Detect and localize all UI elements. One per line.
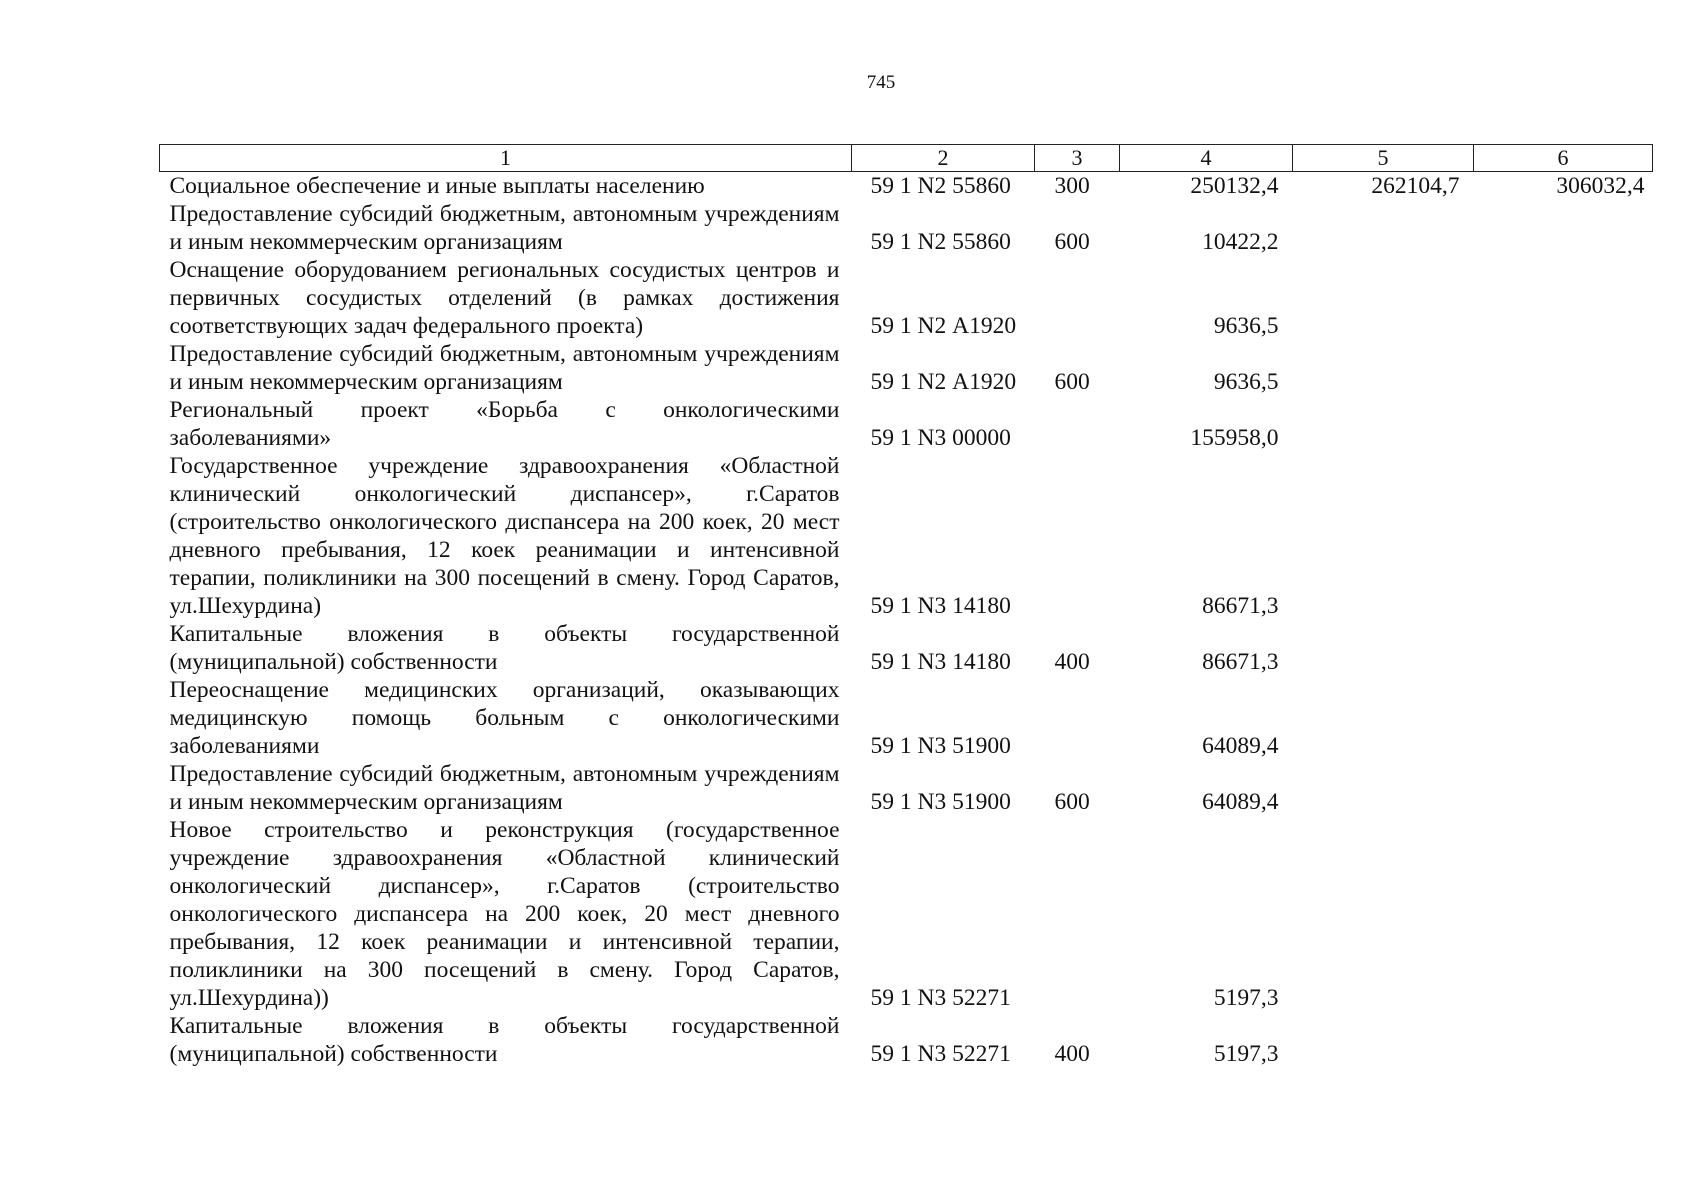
row-amount-col6 [1474,256,1653,340]
budget-table-container [159,144,1652,1068]
row-expense-type: 600 [1054,229,1090,255]
row-amount-col4: 5197,3 [1213,985,1279,1011]
table-row [160,172,1653,201]
row-amount-col4: 250132,4 [1190,173,1279,199]
row-code: 59 1 N2 А1920 [870,369,1017,395]
row-expense-type [1035,256,1120,340]
row-name: Новое строительство и реконструкция (государственное учреждение здравоохранения «Областной клинический онкологический диспансер», г.Саратов (строительство онкологического диспансера на 200 коек, 20 мест дневного пребывания, 12 коек реанимации и интенсивной терапии, поликлиники на 300 посещений в смену. Город Саратов, ул.Шехурдина)) [169,817,840,1011]
row-expense-type [1035,452,1120,620]
table-row [160,676,1653,760]
row-amount-col4: 9636,5 [1213,369,1279,395]
row-name: Предоставление субсидий бюджетным, автономным учреждениям и иным некоммерческим организациям [169,761,840,815]
table-row [160,760,1653,816]
row-expense-type: 600 [1054,789,1090,815]
table-row [160,452,1653,620]
row-expense-type: 400 [1054,649,1090,675]
row-amount-col5 [1293,256,1474,340]
table-body [160,172,1653,1069]
row-amount-col6 [1474,1012,1653,1068]
row-amount-col5 [1293,452,1474,620]
row-expense-type [1035,396,1120,452]
row-amount-col4: 64089,4 [1202,789,1279,815]
table-row [160,620,1653,676]
row-amount-col4: 5197,3 [1213,1041,1279,1067]
page-number: 745 [866,72,896,93]
row-code: 59 1 N2 55860 [870,173,1011,199]
row-amount-col6 [1474,676,1653,760]
table-header [160,145,1653,172]
table-row [160,396,1653,452]
header-row [160,145,1653,172]
row-code: 59 1 N2 А1920 [870,313,1017,339]
row-expense-type [1035,816,1120,1012]
row-amount-col4: 86671,3 [1202,593,1279,619]
row-amount-col6: 306032,4 [1556,173,1645,199]
row-amount-col6 [1474,452,1653,620]
row-expense-type: 600 [1054,369,1090,395]
row-amount-col5: 262104,7 [1371,173,1460,199]
row-amount-col5 [1293,816,1474,1012]
row-code: 59 1 N3 14180 [870,649,1011,675]
row-amount-col5 [1293,760,1474,816]
table-row [160,200,1653,256]
row-amount-col6 [1474,340,1653,396]
row-amount-col4: 10422,2 [1202,229,1279,255]
header-col-3: 3 [1035,145,1120,172]
row-code: 59 1 N3 52271 [870,985,1011,1011]
header-col-4: 4 [1120,145,1293,172]
row-expense-type: 300 [1054,173,1090,199]
table-row [160,1012,1653,1068]
row-amount-col6 [1474,396,1653,452]
budget-table [159,144,1653,1068]
row-name: Оснащение оборудованием региональных сосудистых центров и первичных сосудистых отделений (в рамках достижения соответствующих задач федерального проекта) [169,257,840,339]
header-col-6: 6 [1474,145,1653,172]
header-col-1: 1 [160,145,852,172]
row-code: 59 1 N3 51900 [870,789,1011,815]
row-amount-col6 [1474,760,1653,816]
row-name: Социальное обеспечение и иные выплаты населению [169,173,705,199]
row-amount-col6 [1474,200,1653,256]
header-col-5: 5 [1293,145,1474,172]
row-amount-col6 [1474,816,1653,1012]
row-amount-col5 [1293,396,1474,452]
row-name: Предоставление субсидий бюджетным, автономным учреждениям и иным некоммерческим организациям [169,201,840,255]
row-name: Государственное учреждение здравоохранения «Областной клинический онкологический диспансер», г.Саратов (строительство онкологического диспансера на 200 коек, 20 мест дневного пребывания, 12 коек реанимации и интенсивной терапии, поликлиники на 300 посещений в смену. Город Саратов, ул.Шехурдина) [169,453,840,619]
table-row [160,816,1653,1012]
row-name: Предоставление субсидий бюджетным, автономным учреждениям и иным некоммерческим организациям [169,341,840,395]
row-code: 59 1 N3 52271 [870,1041,1011,1067]
row-amount-col6 [1474,620,1653,676]
row-code: 59 1 N2 55860 [870,229,1011,255]
row-expense-type [1035,676,1120,760]
row-code: 59 1 N3 00000 [870,425,1011,451]
row-amount-col5 [1293,620,1474,676]
row-amount-col5 [1293,340,1474,396]
row-name: Капитальные вложения в объекты государственной (муниципальной) собственности [169,1013,840,1067]
row-amount-col4: 9636,5 [1213,313,1279,339]
row-amount-col5 [1293,1012,1474,1068]
row-amount-col4: 64089,4 [1202,733,1279,759]
row-name: Региональный проект «Борьба с онкологическими заболеваниями» [169,397,840,451]
row-amount-col5 [1293,676,1474,760]
table-row [160,256,1653,340]
row-amount-col4: 155958,0 [1190,425,1279,451]
row-amount-col4: 86671,3 [1202,649,1279,675]
row-name: Переоснащение медицинских организаций, оказывающих медицинскую помощь больным с онкологическими заболеваниями [169,677,840,759]
table-row [160,340,1653,396]
row-amount-col5 [1293,200,1474,256]
header-col-2: 2 [852,145,1035,172]
row-expense-type: 400 [1054,1041,1090,1067]
row-name: Капитальные вложения в объекты государственной (муниципальной) собственности [169,621,840,675]
row-code: 59 1 N3 14180 [870,593,1011,619]
row-code: 59 1 N3 51900 [870,733,1011,759]
